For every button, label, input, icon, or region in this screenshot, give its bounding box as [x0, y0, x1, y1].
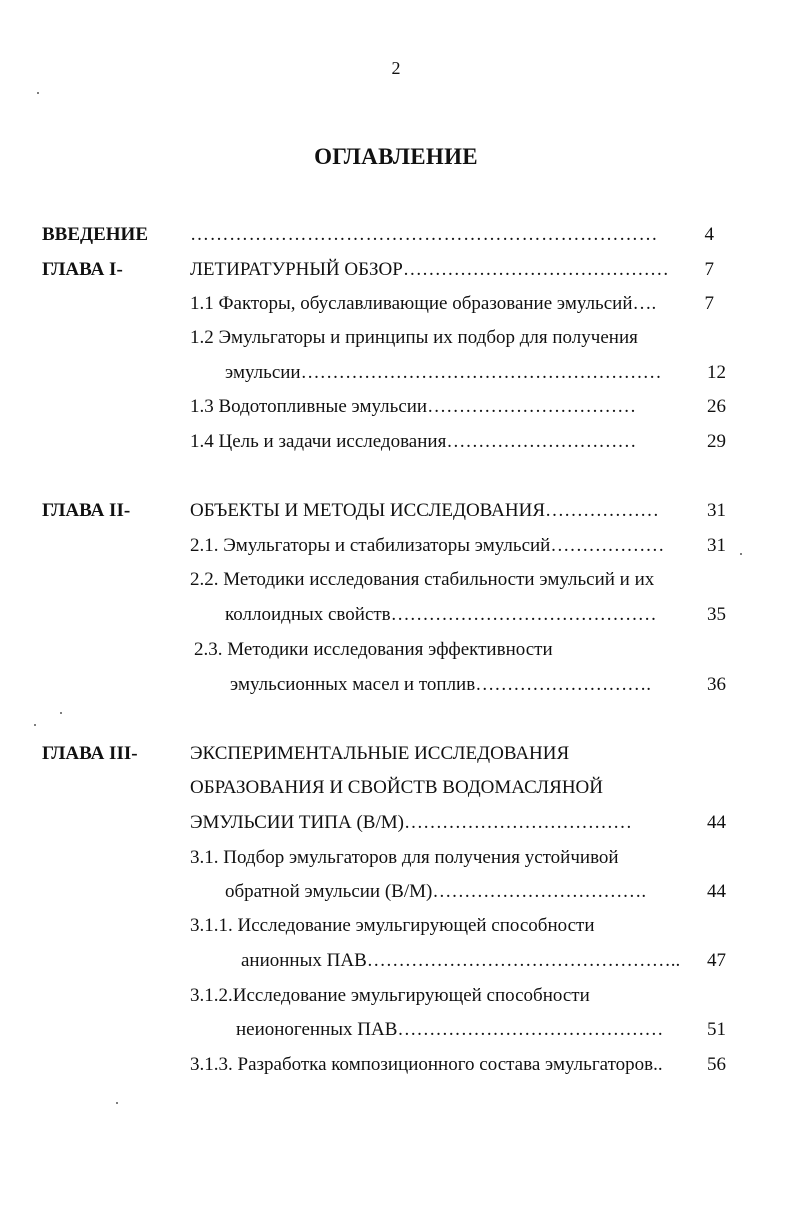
- toc-entry-page: 35: [707, 604, 726, 625]
- toc-entry-text: 3.1.1. Исследование эмульгирующей способности: [190, 915, 595, 936]
- toc-chapter-label: ВВЕДЕНИЕ: [42, 224, 148, 245]
- toc-entry-text: 1.1 Факторы, обуславливающие образование эмульсий….: [190, 293, 657, 314]
- toc-entry-page: 31: [707, 500, 726, 521]
- toc-entry-page: 44: [707, 881, 726, 902]
- toc-entry-text: ЭКСПЕРИМЕНТАЛЬНЫЕ ИССЛЕДОВАНИЯ: [190, 743, 570, 764]
- toc-entry-text: 3.1.3. Разработка композиционного состава эмульгаторов..: [190, 1054, 663, 1075]
- toc-entry-page: 29: [707, 431, 726, 452]
- toc-entry-page: 51: [707, 1019, 726, 1040]
- toc-entry-text: 2.3. Методики исследования эффективности: [194, 639, 553, 660]
- toc-entry-text: анионных ПАВ…………………………………………..: [241, 950, 681, 971]
- toc-entry-text: ЭМУЛЬСИИ ТИПА (В/М)………………………………: [190, 812, 632, 833]
- toc-entry-text: неионогенных ПАВ……………………………………: [236, 1019, 664, 1040]
- toc-entry-text: эмульсии…………………………………………………: [225, 362, 662, 383]
- toc-entry-text: 1.3 Водотопливные эмульсии……………………………: [190, 396, 637, 417]
- scan-speck: [116, 1102, 118, 1104]
- toc-entry-text: 2.2. Методики исследования стабильности эмульсий и их: [190, 569, 655, 590]
- toc-entry-page: 36: [707, 674, 726, 695]
- toc-entry-text: ОБЪЕКТЫ И МЕТОДЫ ИССЛЕДОВАНИЯ………………: [190, 500, 659, 521]
- toc-entry-page: 4: [704, 224, 714, 245]
- toc-entry-page: 12: [707, 362, 726, 383]
- toc-entry-page: 7: [704, 259, 714, 280]
- toc-entry-page: 44: [707, 812, 726, 833]
- toc-entry-text: ОБРАЗОВАНИЯ И СВОЙСТВ ВОДОМАСЛЯНОЙ: [190, 777, 603, 798]
- toc-entry-page: 56: [707, 1054, 726, 1075]
- scan-speck: [34, 724, 36, 726]
- toc-chapter-label: ГЛАВА II-: [42, 500, 131, 521]
- toc-entry-text: ЛЕТИРАТУРНЫЙ ОБЗОР……………………………………: [190, 259, 669, 280]
- scan-speck: [60, 712, 62, 714]
- toc-entry-text: 2.1. Эмульгаторы и стабилизаторы эмульсий………………: [190, 535, 665, 556]
- scan-speck: [740, 553, 742, 555]
- toc-chapter-label: ГЛАВА I-: [42, 259, 123, 280]
- toc-entry-text: эмульсионных масел и топлив……………………….: [230, 674, 651, 695]
- toc-entry-page: 31: [707, 535, 726, 556]
- page-title: ОГЛАВЛЕНИЕ: [314, 144, 478, 169]
- toc-entry-page: 26: [707, 396, 726, 417]
- toc-entry-page: 7: [704, 293, 714, 314]
- toc-entry-text: коллоидных свойств……………………………………: [225, 604, 657, 625]
- toc-entry-text: ………………………………………………………………: [190, 224, 658, 245]
- toc-entry-text: 1.2 Эмульгаторы и принципы их подбор для получения: [190, 327, 638, 348]
- toc-chapter-label: ГЛАВА III-: [42, 743, 138, 764]
- toc-entry-text: 3.1.2.Исследование эмульгирующей способности: [190, 985, 590, 1006]
- toc-entry-text: 3.1. Подбор эмульгаторов для получения устойчивой: [190, 847, 619, 868]
- scan-speck: [37, 92, 39, 94]
- toc-entry-text: обратной эмульсии (В/М)…………………………….: [225, 881, 647, 902]
- page-number: 2: [391, 58, 401, 78]
- toc-entry-text: 1.4 Цель и задачи исследования…………………………: [190, 431, 637, 452]
- toc-entry-page: 47: [707, 950, 726, 971]
